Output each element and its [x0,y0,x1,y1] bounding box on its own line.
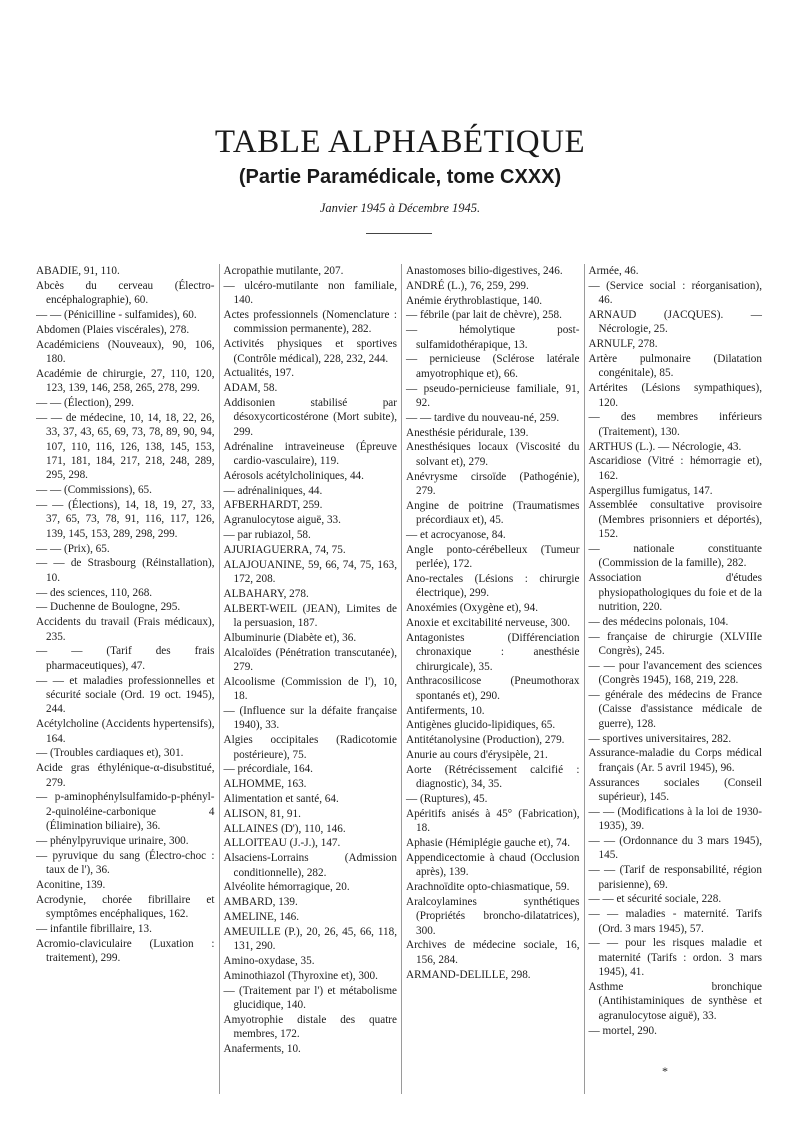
index-entry: Amino-oxydase, 35. [223,954,315,967]
index-entry: Abcès du cerveau (Électro-encéphalographie), 60. [36,279,215,307]
index-entry: Abdomen (Plaies viscérales), 278. [36,323,190,336]
index-entry: ADAM, 58. [223,382,278,395]
index-entry: Arachnoïdite opto-chiasmatique, 59. [406,881,570,893]
index-entry: ARTHUS (L.). — Nécrologie, 43. [588,440,742,453]
index-column-1 [36,264,219,1094]
index-entry: — fébrile (par lait de chèvre), 258. [406,309,562,322]
index-entry: Artère pulmonaire (Dilatation congénitale), 85. [588,353,762,380]
index-entry: — — (Modifications à la loi de 1930-1935), 39. [588,805,762,833]
index-entry: — — pour les risques maladie et maternité (Tarifs : ordon. 3 mars 1945), 41. [588,937,762,979]
index-entry: Anthracosilicose (Pneumothorax spontanés et), 290. [406,675,580,702]
index-entry: Assurance-maladie du Corps médical français (Ar. 5 avril 1945), 96. [588,747,762,774]
index-entry: Actualités, 197. [223,367,295,380]
index-entry: Archives de médecine sociale, 16, 156, 284. [406,939,580,966]
index-entry: — (Troubles cardiaques et), 301. [36,747,184,760]
index-entry: ABADIE, 91, 110. [36,265,120,277]
index-entry: — pseudo-pernicieuse familiale, 91, 92. [406,382,580,409]
index-entry: Accidents du travail (Frais médicaux), 235. [36,616,215,643]
index-entry: — par rubiazol, 58. [223,529,311,541]
index-entry: — (Ruptures), 45. [406,793,488,805]
index-entry: — (Traitement par l') et métabolisme glucidique, 140. [223,984,397,1011]
index-entry: — mortel, 290. [588,1024,657,1037]
index-entry: — — (Ordonnance du 3 mars 1945), 145. [588,835,762,862]
index-entry: Activités physiques et sportives (Contrôle médical), 228, 232, 244. [223,338,397,365]
index-entry: Antiferments, 10. [406,704,485,717]
index-entry: — — pour l'avancement des sciences (Congrès 1945), 168, 219, 228. [588,659,762,687]
index-entry: — (Service social : réorganisation), 46. [588,279,762,307]
index-entry: Apéritifs anisés à 45° (Fabrication), 18. [406,807,580,835]
index-entry: — phénylpyruvique urinaire, 300. [36,835,189,848]
index-entry: ALAJOUANINE, 59, 66, 74, 75, 163, 172, 208. [223,558,397,585]
index-entry: Aérosols acétylcholiniques, 44. [223,469,364,482]
date-range: Janvier 1945 à Décembre 1945. [319,201,481,215]
index-entry: Aphasie (Hémiplégie gauche et), 74. [406,837,571,849]
index-entry: Anémie érythroblastique, 140. [406,294,543,307]
index-entry: — et acrocyanose, 84. [406,529,506,541]
index-entry: — — (Élection), 299. [36,397,134,409]
index-entry: AMEUILLE (P.), 20, 26, 45, 66, 118, 131, 290. [223,925,397,953]
footer-mark: * [662,1064,668,1078]
header-divider [366,233,432,234]
index-entry: — — (Prix), 65. [36,542,110,555]
index-entry: — infantile fibrillaire, 13. [36,923,152,936]
index-entry: AJURIAGUERRA, 74, 75. [223,543,346,556]
index-entry: — — (Tarif de responsabilité, région parisienne), 69. [588,864,762,891]
index-entry: — — (Tarif des frais pharmaceutiques), 47. [36,645,215,672]
index-entry: ALISON, 81, 91. [223,807,301,820]
index-entry: Acrodynie, chorée fibrillaire et symptômes encéphaliques, 162. [36,893,215,921]
index-entry: ARMAND-DELILLE, 298. [406,968,531,981]
index-entry: Anurie au cours d'érysipèle, 21. [406,749,548,761]
index-entry: — p-aminophénylsulfamido-p-phényl-2-quinoléine-carbonique 4 (Élimination biliaire), 36. [36,791,215,833]
index-entry: — — et maladies professionnelles et sécurité sociale (Ord. 19 oct. 1945), 244. [36,674,215,716]
index-entry: — (Influence sur la défaite française 1940), 33. [223,705,397,732]
index-entry: — — de médecine, 10, 14, 18, 22, 26, 33, 37, 43, 65, 69, 73, 78, 89, 90, 94, 107, 110, 116, 126, 138, 145, 153, 171, 181, 184, 217, 218, 248, 289, 295, 298. [36,411,215,482]
index-entry: Association d'études physiopathologiques du foie et de la nutrition, 220. [588,572,762,614]
index-entry: ALHOMME, 163. [223,778,307,791]
index-entry: Alsaciens-Lorrains (Admission conditionnelle), 282. [223,852,397,879]
index-entry: Addisonien stabilisé par désoxycorticostérone (Mort subite), 299. [223,397,397,438]
index-entry: ALBERT-WEIL (JEAN), Limites de la persuasion, 187. [223,602,397,629]
index-entry: Anaferments, 10. [223,1042,301,1055]
index-entry: Anesthésie péridurale, 139. [406,426,529,439]
index-entry: — pernicieuse (Sclérose latérale amyotrophique et), 66. [406,353,580,380]
index-entry: Académie de chirurgie, 27, 110, 120, 123, 139, 146, 258, 265, 278, 299. [36,367,215,395]
index-columns [36,264,766,1094]
index-entry: Anoxie et excitabilité nerveuse, 300. [406,617,571,629]
index-entry: Alcaloïdes (Pénétration transcutanée), 279. [223,646,397,673]
index-entry: — hémolytique post-sulfamidothérapique, 13. [406,324,580,351]
index-column-4 [584,264,767,1094]
index-entry: — précordiale, 164. [223,763,313,776]
index-entry: — adrénaliniques, 44. [223,484,323,497]
index-entry: Asthme bronchique (Antihistaminiques de synthèse et agranulocytose aiguë), 33. [588,981,762,1022]
index-entry: — — tardive du nouveau-né, 259. [406,411,560,424]
index-entry: Académiciens (Nouveaux), 90, 106, 180. [36,338,215,365]
page-subtitle: (Partie Paramédicale, tome CXXX) [238,166,562,188]
index-entry: Assemblée consultative provisoire (Membres prisonniers et déportés), 152. [588,499,762,541]
index-entry: Appendicectomie à chaud (Occlusion après), 139. [406,851,580,879]
index-entry: Artérites (Lésions sympathiques), 120. [588,382,762,409]
index-entry: — ulcéro-mutilante non familiale, 140. [223,279,397,307]
index-entry: — française de chirurgie (XLVIIIe Congrès), 245. [588,630,762,658]
index-entry: Agranulocytose aiguë, 33. [223,514,341,527]
index-entry: ALLOITEAU (J.-J.), 147. [223,837,341,850]
index-entry: — Duchenne de Boulogne, 295. [36,601,181,614]
index-entry: Armée, 46. [588,265,639,277]
index-entry: — des membres inférieurs (Traitement), 130. [588,411,762,438]
index-column-2 [219,264,402,1094]
index-entry: Anesthésiques locaux (Viscosité du solvant et), 279. [406,441,580,468]
index-entry: Anastomoses bilio-digestives, 246. [406,265,563,277]
index-entry: — — et sécurité sociale, 228. [588,893,722,906]
index-entry: — pyruvique du sang (Électro-choc : taux de l'), 36. [36,849,215,877]
index-entry: ARNULF, 278. [588,338,658,351]
index-entry: — des sciences, 110, 268. [36,586,153,599]
index-entry: ARNAUD (JACQUES). — Nécrologie, 25. [588,309,762,336]
index-entry: Adrénaline intraveineuse (Épreuve cardio-vasculaire), 119. [223,440,397,468]
index-entry: Aralcoylamines synthétiques (Propriétés broncho-dilatatrices), 300. [406,895,580,937]
index-entry: Albuminurie (Diabète et), 36. [223,631,357,644]
index-entry: Aorte (Rétrécissement calcifié : diagnostic), 34, 35. [406,763,580,791]
index-entry: — — (Élections), 14, 18, 19, 27, 33, 37, 65, 73, 78, 91, 116, 117, 126, 139, 145, 153, 289, 298, 299. [36,499,215,540]
index-entry: Antigènes glucido-lipidiques, 65. [406,719,556,732]
index-entry: Angle ponto-cérébelleux (Tumeur perlée), 172. [406,543,580,571]
index-entry: Anoxémies (Oxygène et), 94. [406,602,539,615]
index-entry: ANDRÉ (L.), 76, 259, 299. [406,279,529,292]
index-entry: — — maladies - maternité. Tarifs (Ord. 3 mars 1945), 57. [588,908,762,935]
index-entry: Acide gras éthylénique-α-disubstitué, 279. [36,762,215,789]
index-entry: AFBERHARDT, 259. [223,499,323,512]
index-entry: Alimentation et santé, 64. [223,793,339,805]
index-entry: Ano-rectales (Lésions : chirurgie électrique), 299. [406,573,580,600]
index-entry: Aconitine, 139. [36,879,106,892]
index-entry: — — de Strasbourg (Réinstallation), 10. [36,557,215,584]
index-entry: — nationale constituante (Commission de la famille), 282. [588,543,762,570]
page-title: TABLE ALPHABÉTIQUE [214,124,586,160]
index-column-3 [401,264,584,1094]
index-entry: — — (Commissions), 65. [36,484,152,497]
index-entry: AMELINE, 146. [223,910,300,923]
index-entry: — des médecins polonais, 104. [588,615,729,628]
index-entry: Ascaridiose (Vitré : hémorragie et), 162. [588,455,762,482]
index-entry: Amyotrophie distale des quatre membres, 172. [223,1013,397,1041]
index-entry: — — (Pénicilline - sulfamides), 60. [36,309,197,321]
index-entry: Angine de poitrine (Traumatismes précordiaux et), 45. [406,499,580,527]
index-entry: Assurances sociales (Conseil supérieur), 145. [588,776,762,804]
index-entry: — générale des médecins de France (Caisse d'assistance médicale de guerre), 128. [588,689,762,730]
index-entry: ALBAHARY, 278. [223,587,309,600]
index-entry: Alvéolite hémorragique, 20. [223,881,350,894]
index-entry: Algies occipitales (Radicotomie postérieure), 75. [223,734,397,761]
index-entry: Antitétanolysine (Production), 279. [406,734,565,747]
index-entry: — sportives universitaires, 282. [588,732,732,745]
index-entry: Aspergillus fumigatus, 147. [588,484,713,497]
index-entry: AMBARD, 139. [223,896,298,909]
index-entry: Anévrysme cirsoïde (Pathogénie), 279. [406,470,580,497]
index-entry: Alcoolisme (Commission de l'), 10, 18. [223,675,397,703]
index-entry: Acromio-claviculaire (Luxation : traitement), 299. [36,937,215,965]
index-entry: Antagonistes (Différenciation chronaxique : anesthésie chirurgicale), 35. [406,631,580,673]
index-entry: Actes professionnels (Nomenclature : commission permanente), 282. [223,309,397,336]
index-entry: ALLAINES (D'), 110, 146. [223,822,346,835]
index-entry: Aminothiazol (Thyroxine et), 300. [223,969,378,982]
index-entry: Acétylcholine (Accidents hypertensifs), 164. [36,718,215,745]
index-entry: Acropathie mutilante, 207. [223,265,344,277]
